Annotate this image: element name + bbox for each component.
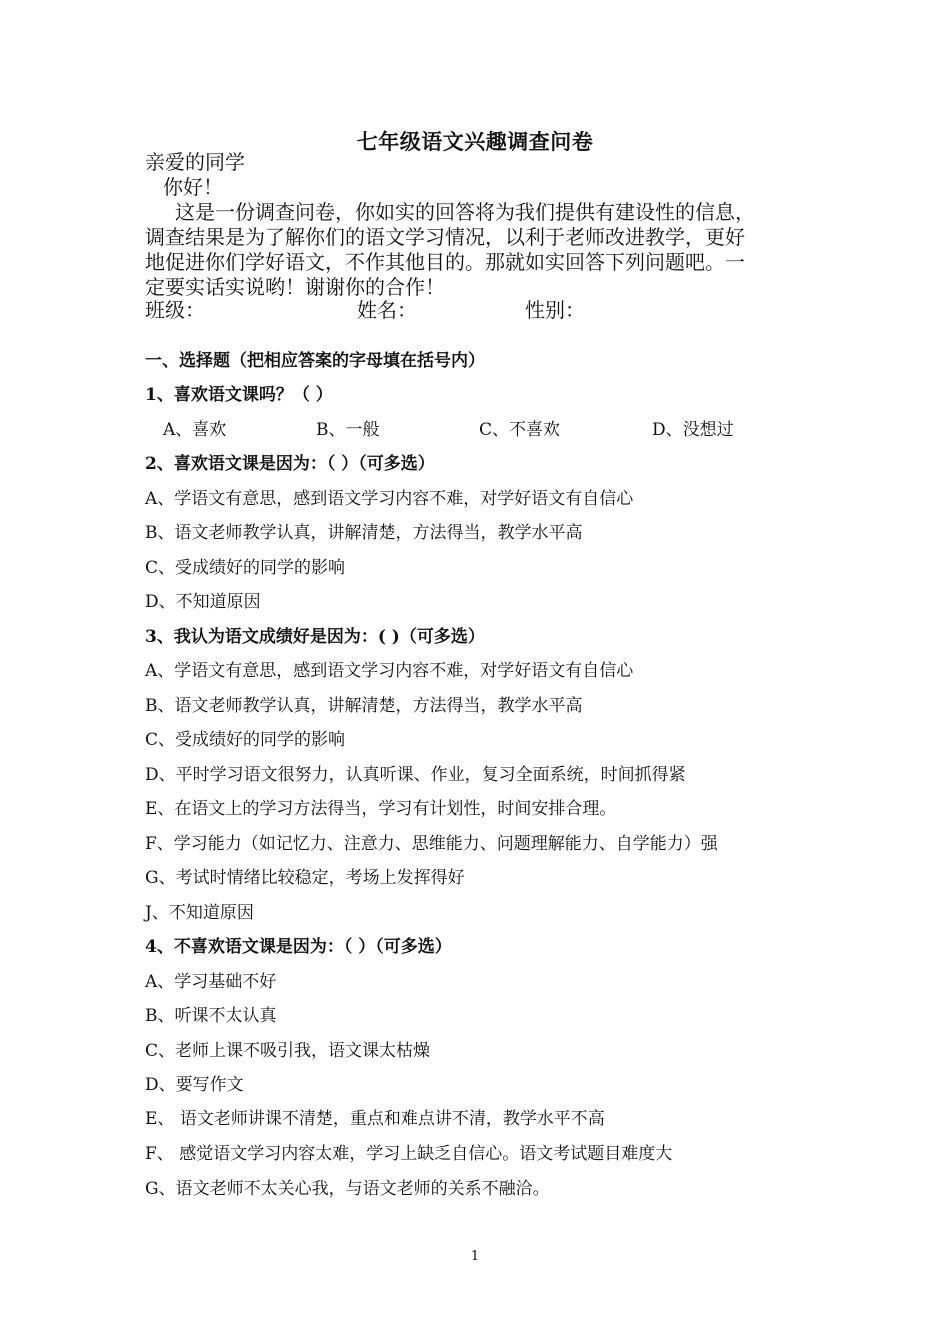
- option-item: G、考试时情绪比较稳定，考场上发挥得好: [145, 868, 465, 888]
- intro-line: 这是一份调查问卷，你如实的回答将为我们提供有建设性的信息，: [175, 200, 755, 224]
- question-2: 2、喜欢语文课是因为：（ ）（可多选）: [145, 454, 435, 474]
- option-item: G、语文老师不太关心我，与语文老师的关系不融洽。: [145, 1179, 550, 1199]
- page-number: 1: [470, 1249, 480, 1264]
- question-3: 3、我认为语文成绩好是因为：( )（可多选）: [145, 627, 485, 647]
- intro-line: 调查结果是为了解你们的语文学习情况，以利于老师改进教学，更好: [145, 225, 745, 249]
- option-item: D、没想过: [652, 420, 734, 440]
- option-item: E、在语文上的学习方法得当，学习有计划性，时间安排合理。: [145, 799, 617, 819]
- option-item: D、不知道原因: [145, 592, 261, 612]
- option-item: B、语文老师教学认真，讲解清楚，方法得当，教学水平高: [145, 523, 583, 543]
- intro-block: [145, 150, 825, 300]
- option-item: C、不喜欢: [479, 420, 561, 440]
- name-label: 姓名：: [357, 298, 417, 322]
- question-4: 4、不喜欢语文课是因为：（ ）（可多选）: [145, 937, 452, 957]
- option-item: F、 感觉语文学习内容太难，学习上缺乏自信心。语文考试题目难度大: [145, 1144, 673, 1164]
- option-item: C、老师上课不吸引我，语文课太枯燥: [145, 1041, 431, 1061]
- class-label: 班级：: [145, 298, 205, 322]
- page-title: 七年级语文兴趣调查问卷: [356, 129, 594, 154]
- option-item: D、要写作文: [145, 1075, 244, 1095]
- option-item: A、学语文有意思，感到语文学习内容不难，对学好语文有自信心: [145, 661, 634, 681]
- option-item: A、喜欢: [163, 420, 227, 440]
- option-item: A、学语文有意思，感到语文学习内容不难，对学好语文有自信心: [145, 489, 634, 509]
- option-item: J、不知道原因: [145, 903, 254, 923]
- section-heading: 一、选择题（把相应答案的字母填在括号内）: [145, 351, 485, 371]
- option-item: B、一般: [316, 420, 380, 440]
- intro-line: 地促进你们学好语文，不作其他目的。那就如实回答下列问题吧。一: [145, 250, 745, 274]
- option-item: E、 语文老师讲课不清楚，重点和难点讲不清，教学水平不高: [145, 1109, 605, 1129]
- question-1: 1、喜欢语文课吗？（ ）: [145, 385, 333, 405]
- option-item: A、学习基础不好: [145, 972, 277, 992]
- greeting: 亲爱的同学: [145, 150, 245, 174]
- option-item: D、平时学习语文很努力，认真听课、作业，复习全面系统，时间抓得紧: [145, 765, 686, 785]
- intro-line: 定要实话实说哟！谢谢你的合作！: [145, 275, 445, 299]
- option-item: B、听课不太认真: [145, 1006, 277, 1026]
- option-item: F、学习能力（如记忆力、注意力、思维能力、问题理解能力、自学能力）强: [145, 834, 718, 854]
- option-item: C、受成绩好的同学的影响: [145, 558, 346, 578]
- hello-line: 你好！: [163, 175, 223, 199]
- option-item: B、语文老师教学认真，讲解清楚，方法得当，教学水平高: [145, 696, 583, 716]
- option-item: C、受成绩好的同学的影响: [145, 730, 346, 750]
- gender-label: 性别：: [525, 298, 585, 322]
